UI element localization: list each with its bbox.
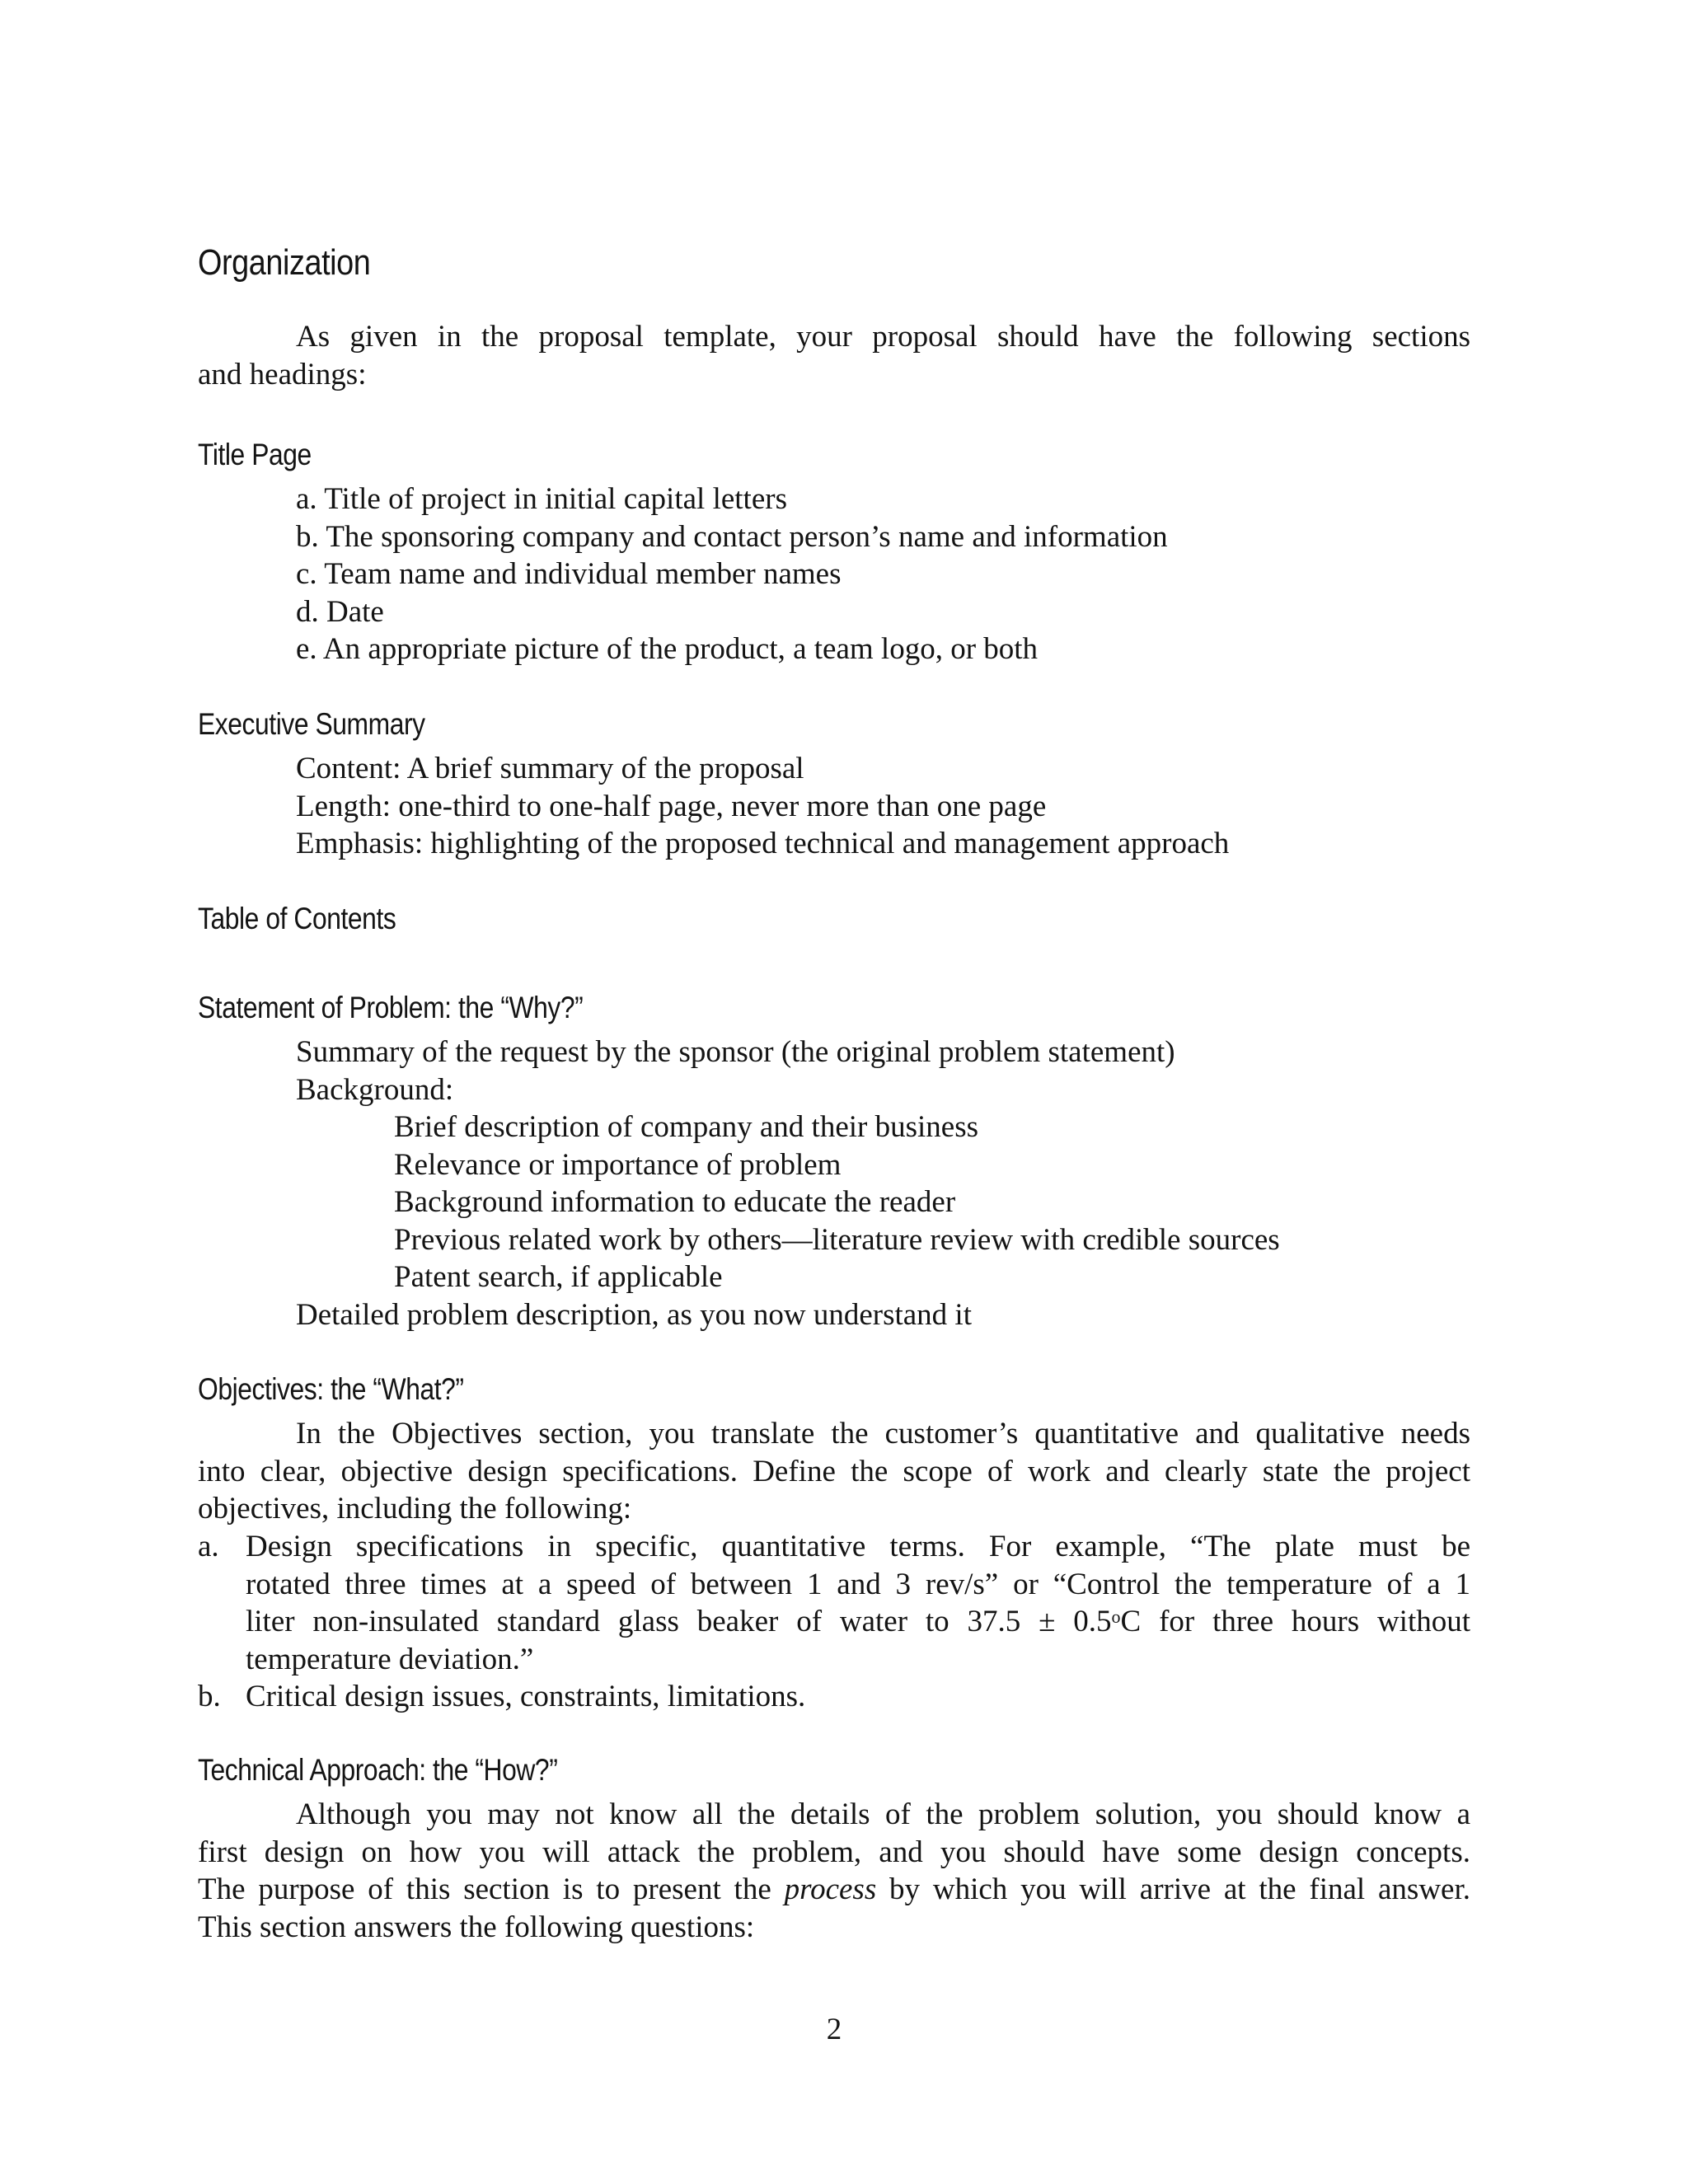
- background-item: Previous related work by others—literature review with credible sources: [394, 1222, 1280, 1257]
- degree-superscript: o: [1111, 1606, 1121, 1627]
- background-item: Relevance or importance of problem: [394, 1147, 842, 1182]
- technical-approach-line: This section answers the following questions:: [198, 1910, 755, 1944]
- section-heading-executive-summary: Executive Summary: [198, 707, 425, 741]
- problem-summary: Summary of the request by the sponsor (the original problem statement): [296, 1035, 1175, 1069]
- section-heading-technical-approach: Technical Approach: the “How?”: [198, 1753, 558, 1787]
- objectives-intro-line: into clear, objective design specifications. Define the scope of work and clearly state the project: [198, 1454, 1470, 1488]
- objectives-list: [198, 1528, 1470, 1716]
- title-page-item: b. The sponsoring company and contact person’s name and information: [296, 519, 1168, 554]
- organization-intro: [198, 318, 1470, 393]
- technical-approach-line: first design on how you will attack the problem, and you should have some design concepts.: [198, 1835, 1470, 1869]
- technical-approach-line: The purpose of this section is to present the process by which you will arrive at the final answer.: [198, 1872, 1470, 1906]
- section-heading-title-page: Title Page: [198, 438, 312, 471]
- list-marker: a.: [198, 1530, 219, 1563]
- section-heading-statement-of-problem: Statement of Problem: the “Why?”: [198, 991, 584, 1024]
- technical-approach-body: [198, 1796, 1470, 1946]
- technical-approach-line: Although you may not know all the details of the problem solution, you should know a: [296, 1797, 1470, 1831]
- background-item: Patent search, if applicable: [394, 1260, 723, 1294]
- section-heading-table-of-contents: Table of Contents: [198, 902, 396, 935]
- organization-intro-line2: and headings:: [198, 357, 367, 391]
- statement-of-problem-block: [296, 1033, 1280, 1333]
- emphasis-process: process: [784, 1872, 877, 1906]
- objectives-item-a-line: rotated three times at a speed of between 1 and 3 rev/s” or “Control the temperature of a 1: [246, 1567, 1470, 1601]
- objectives-item-a-line: liter non-insulated standard glass beaker of water to $37.5 \pm 0.5^oC$ for three hours without: [246, 1605, 1471, 1638]
- objectives-item-a: [198, 1528, 1470, 1678]
- detailed-problem-description: Detailed problem description, as you now understand it: [296, 1297, 972, 1332]
- objectives-intro-line: In the Objectives section, you translate the customer’s quantitative and qualitative needs: [296, 1417, 1470, 1451]
- title-page-item: c. Team name and individual member names: [296, 557, 842, 591]
- background-item: Background information to educate the reader: [394, 1185, 956, 1219]
- title-page-item: d. Date: [296, 594, 384, 629]
- organization-intro-line1: As given in the proposal template, your proposal should have the following sections: [296, 320, 1470, 354]
- background-item: Brief description of company and their business: [394, 1110, 978, 1144]
- objectives-intro: [198, 1415, 1470, 1528]
- executive-summary-item: Content: A brief summary of the proposal: [296, 752, 804, 785]
- objectives-item-a-line: Design specifications in specific, quantitative terms. For example, “The plate must be: [246, 1530, 1470, 1563]
- objectives-intro-line: objectives, including the following:: [198, 1492, 632, 1526]
- background-label: Background:: [296, 1072, 454, 1107]
- objectives-item-a-line: temperature deviation.”: [246, 1642, 534, 1676]
- document-page: [198, 0, 1470, 2184]
- executive-summary-item: Length: one-third to one-half page, never more than one page: [296, 789, 1047, 823]
- list-marker: b.: [198, 1680, 221, 1713]
- executive-summary-list: [296, 750, 1229, 863]
- title-page-item: e. An appropriate picture of the product, a team logo, or both: [296, 632, 1039, 666]
- title-page-item: a. Title of project in initial capital letters: [296, 482, 787, 516]
- page-number: 2: [826, 2013, 842, 2046]
- objectives-item-b: [198, 1678, 1470, 1716]
- title-page-list: [296, 480, 1168, 668]
- section-heading-organization: Organization: [198, 242, 371, 283]
- objectives-item-b-text: Critical design issues, constraints, limitations.: [246, 1680, 806, 1713]
- executive-summary-item: Emphasis: highlighting of the proposed technical and management approach: [296, 827, 1230, 860]
- section-heading-objectives: Objectives: the “What?”: [198, 1372, 464, 1406]
